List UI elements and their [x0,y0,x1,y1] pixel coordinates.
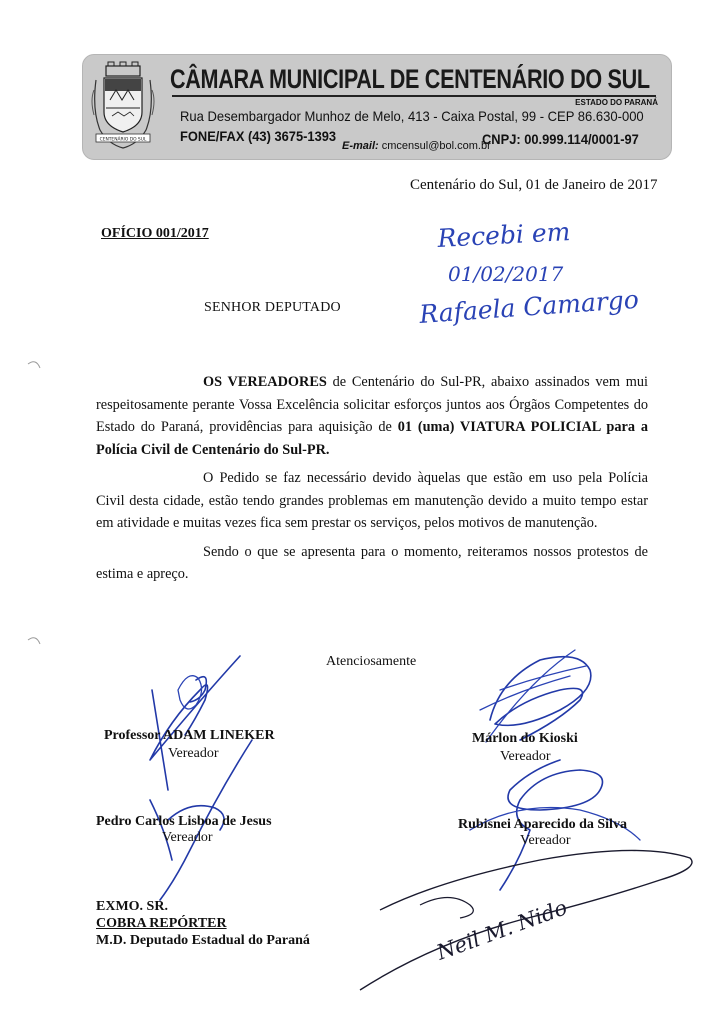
email-address: cmcensul@bol.com.br [381,140,491,152]
signature-2-icon [480,650,591,742]
signatory-1-role: Vereador [168,746,219,761]
p1-bold-end: 01 (uma) VIATURA POLICIAL para a Polícia Civil de Centenário do Sul-PR. [96,419,648,458]
municipal-crest-icon [88,60,158,152]
closing: Atenciosamente [326,654,417,669]
paragraph-3: Sendo o que se apresenta para o momento, reiteramos nossos protestos de estima e apreço. [96,543,648,582]
email-label: E-mail: [342,140,379,152]
paragraph-2: O Pedido se faz necessário devido àquelas que estão em uso pela Polícia Civil desta cidade, estão tendo grandes problemas em manutenção devido a muito tempo estar em atividade e muitas vezes fica sem prestar os serviços, pelos motivos de manutenção. [96,470,648,531]
signatory-4-name: Rubisnei Aparecido da Silva [458,817,627,832]
margin-mark-2 [28,638,40,644]
signatory-1-name: Professor ADAM LINEKER [104,728,275,743]
bottom-annotation [360,850,692,990]
crest-label: CENTENÁRIO DO SUL [99,137,147,143]
receipt-line-3: Rafaela Camargo [418,284,640,329]
cnpj: CNPJ: 00.999.114/0001-97 [482,131,639,147]
signatory-3-role: Vereador [162,830,213,845]
email-line [342,140,491,152]
margin-mark-1 [28,362,40,368]
document-reference: OFÍCIO 001/2017 [101,226,209,241]
handwritten-note: Neil M. Nido [433,895,571,965]
receipt-line-2: 01/02/2017 [448,262,564,286]
organization-name: CÂMARA MUNICIPAL DE CENTENÁRIO DO SUL [170,64,650,94]
addressee-salutation: EXMO. SR. [96,899,168,914]
p1-bold-start: OS VEREADORES [203,374,327,390]
address-line: Rua Desembargador Munhoz de Melo, 413 - Caixa Postal, 99 - CEP 86.630-000 [180,108,644,124]
addressee-block [96,898,310,949]
phone-fax: FONE/FAX (43) 3675-1393 [180,128,337,144]
p1-text: de Centenário do Sul-PR, abaixo assinados vem mui respeitosamente perante Vossa Excelência solicitar esforços juntos aos Órgãos Competentes do Estado do Paraná, providências para aquisição de [96,374,648,435]
header-divider [172,95,656,97]
receipt-line-1: Recebi em [436,217,572,253]
signatory-2-name: Márlon do Kioski [472,731,578,746]
addressee-name: COBRA REPÓRTER [96,916,227,931]
signature-1-icon [150,656,240,790]
salutation: SENHOR DEPUTADO [204,300,341,315]
document-date: Centenário do Sul, 01 de Janeiro de 2017 [410,177,658,193]
signatory-2-role: Vereador [500,749,551,764]
signatory-3-name: Pedro Carlos Lisboa de Jesus [96,814,272,829]
signatory-4-role: Vereador [520,833,571,848]
addressee-title: M.D. Deputado Estadual do Paraná [96,933,310,948]
letter-body [96,371,648,592]
paragraph-1 [96,371,648,461]
state-label: ESTADO DO PARANÁ [575,98,658,107]
